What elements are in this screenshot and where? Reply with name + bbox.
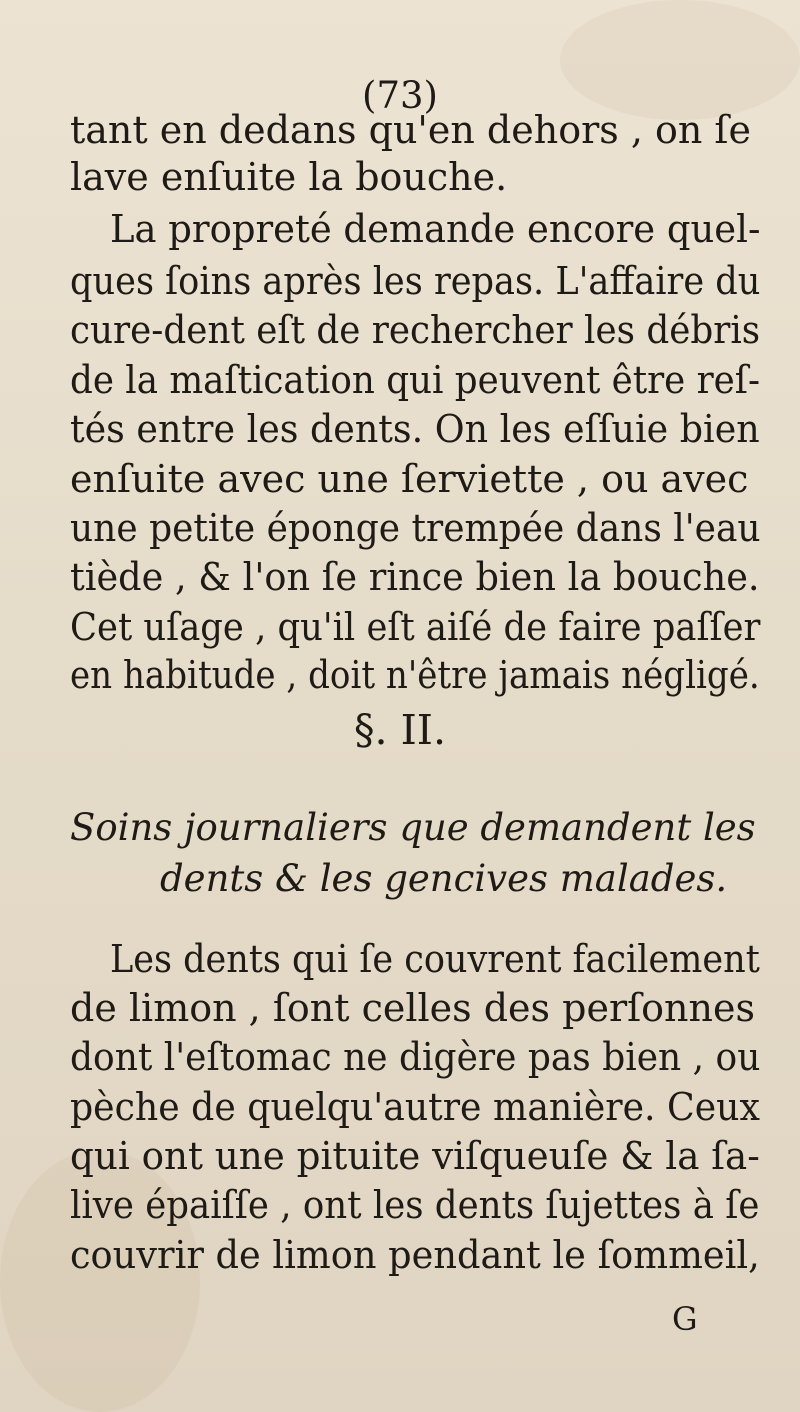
page-number: (73) — [362, 74, 438, 117]
text-line: live épaiſſe , ont les dents ſujettes à ſe — [70, 1183, 760, 1227]
text-line: pèche de quelqu'autre manière. Ceux — [70, 1085, 760, 1129]
text-line: enſuite avec une ſerviette , ou avec — [70, 457, 749, 501]
text-line: Les dents qui ſe couvrent facilement — [110, 937, 760, 981]
text-line: tiède , & l'on ſe rince bien la bouche. — [70, 555, 760, 599]
section-number: §. II. — [354, 706, 446, 754]
text-line: cure-dent eſt de rechercher les débris — [70, 308, 761, 352]
text-line: Cet uſage , qu'il eſt aiſé de faire paſſer — [70, 605, 761, 649]
text-line: ques ſoins après les repas. L'affaire du — [70, 259, 761, 303]
text-line: une petite éponge trempée dans l'eau — [70, 506, 761, 550]
text-line: couvrir de limon pendant le ſommeil, — [70, 1233, 760, 1277]
text-line: tant en dedans qu'en dehors , on ſe — [70, 108, 751, 152]
text-line: de la maſtication qui peuvent être reſ- — [70, 358, 761, 402]
text-line: qui ont une pituite viſqueuſe & la ſa- — [70, 1134, 760, 1178]
section-heading: dents & les gencives malades. — [160, 857, 728, 900]
section-heading: Soins journaliers que demandent les — [70, 806, 756, 849]
text-line: tés entre les dents. On les eſſuie bien — [70, 407, 760, 451]
text-line: en habitude , doit n'être jamais négligé. — [70, 653, 760, 697]
text-line: de limon , ſont celles des perſonnes — [70, 986, 755, 1030]
signature-mark: G — [672, 1300, 698, 1338]
text-line: La propreté demande encore quel- — [110, 207, 761, 251]
text-line: dont l'eſtomac ne digère pas bien , ou — [70, 1035, 761, 1079]
text-line: lave enſuite la bouche. — [70, 155, 508, 199]
